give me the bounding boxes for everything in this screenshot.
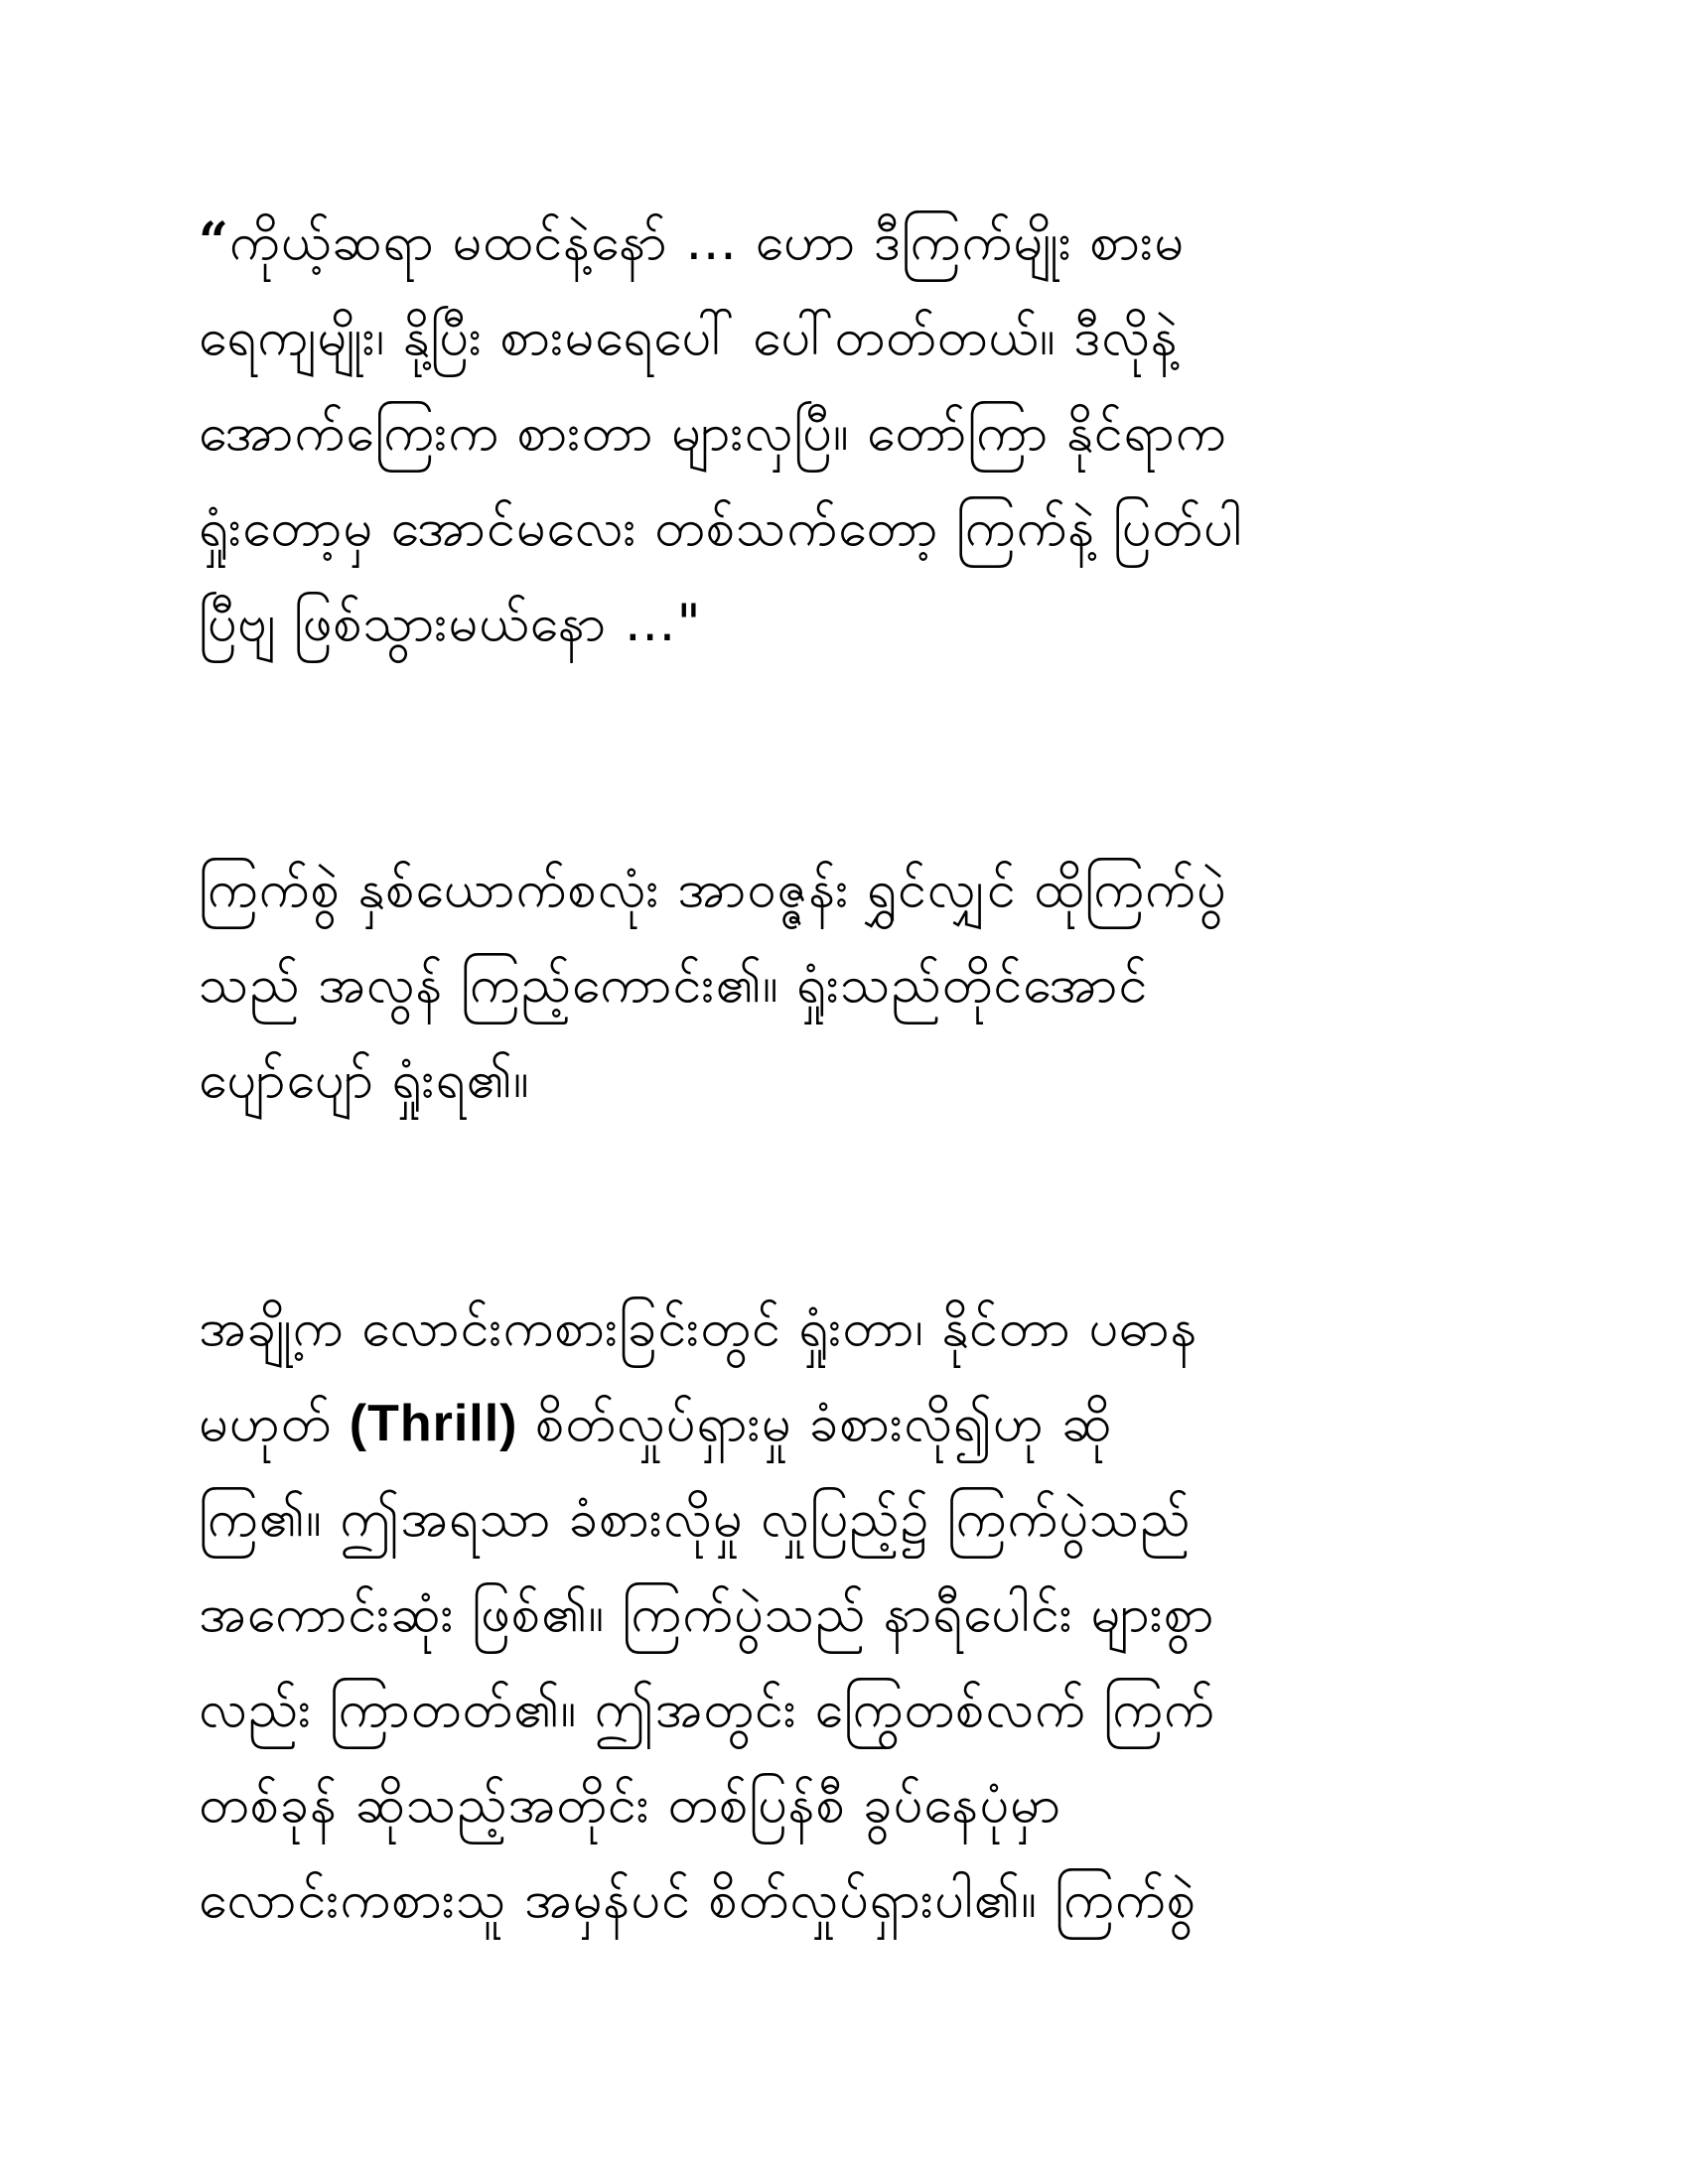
paragraph-narration <box>199 842 1479 1128</box>
text-line: တစ်ခုန် ဆိုသည့်အတိုင်း တစ်ပြန်စီ ခွပ်နေပုံမှာ <box>199 1775 1062 1835</box>
text-line: ရှုံးတော့မှ အောင်မလေး တစ်သက်တော့ ကြက်နဲ့ ပြတ်ပါ <box>199 498 1243 558</box>
text-line: လောင်းကစားသူ အမှန်ပင် စိတ်လှုပ်ရှားပါ၏။ ကြက်စွဲ <box>199 1870 1197 1930</box>
line-text-after: စိတ်လှုပ်ရှားမှု ခံစားလို၍ဟု ဆို <box>517 1394 1113 1453</box>
text-line: ပြီဗျ ဖြစ်သွားမယ်နော …" <box>199 594 702 653</box>
text-line: ပျော်ပျော် ရှုံးရ၏။ <box>199 1050 530 1110</box>
text-line: အောက်ကြေးက စားတာ များလှပြီ။ တော်ကြာ နိုင်ရာက <box>199 403 1227 463</box>
paragraph-dialogue <box>199 195 1479 671</box>
bold-term-thrill: (Thrill) <box>349 1395 518 1452</box>
line-text-before: မဟုတ် <box>199 1394 350 1453</box>
text-line: ကြက်စွဲ နှစ်ယောက်စလုံး အာဝဇ္ဇန်း ရွှင်လျှင် ထိုကြက်ပွဲ <box>199 860 1227 919</box>
text-line: အချို့က လောင်းကစားခြင်းတွင် ရှုံးတာ၊ နိုင်တာ ပဓာန <box>199 1298 1198 1358</box>
text-line: ကြ၏။ ဤအရသာ ခံစားလိုမှု လှုပြည့်၌ ကြက်ပွဲသည် <box>199 1489 1192 1549</box>
text-line: ရေကျမျိုး၊ နို့ပြီး စားမရေပေါ် ပေါ်တတ်တယ်။ ဒီလိုနဲ့ <box>199 308 1179 367</box>
text-line: လည်း ကြာတတ်၏။ ဤအတွင်း ကြွေတစ်လက် ကြက် <box>199 1680 1215 1739</box>
text-line <box>199 195 1479 290</box>
opening-quote-mark: “ <box>199 211 229 272</box>
line-text: ကိုယ့်ဆရာ မထင်နဲ့နော် … ဟော ဒီကြက်မျိုး စားမ <box>228 212 1185 272</box>
text-line <box>199 1376 1479 1471</box>
text-line: သည် အလွန် ကြည့်ကောင်း၏။ ရှုံးသည်တိုင်အောင် <box>199 955 1149 1015</box>
paragraph-thrill <box>199 1281 1479 1948</box>
text-line: အကောင်းဆုံး ဖြစ်၏။ ကြက်ပွဲသည် နာရီပေါင်း များစွာ <box>199 1584 1215 1644</box>
